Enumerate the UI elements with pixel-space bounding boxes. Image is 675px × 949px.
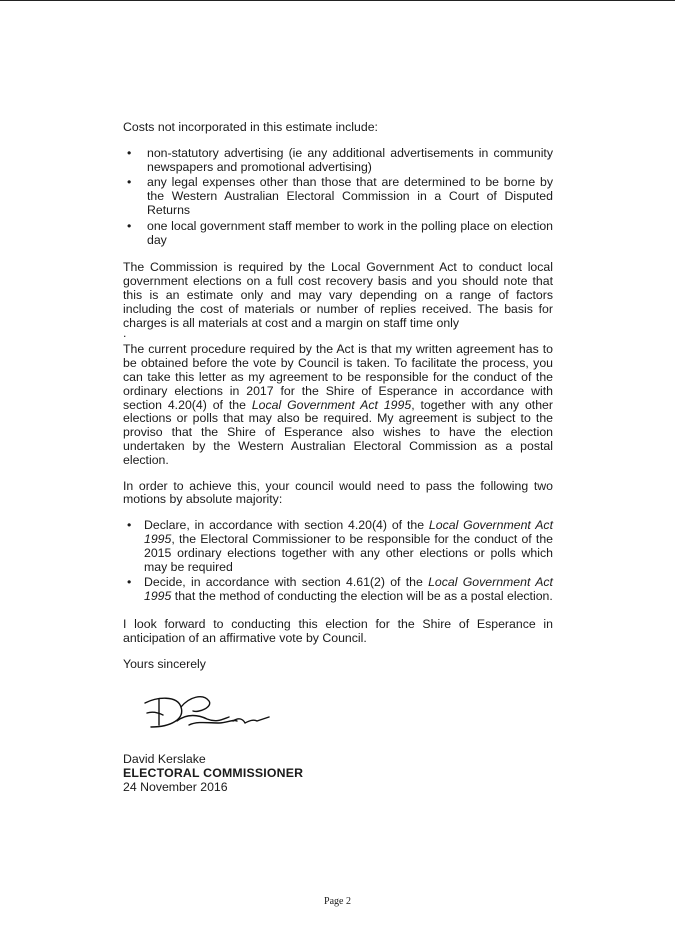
page-number: Page 2 (324, 896, 351, 907)
act-reference: Local Government Act 1995 (144, 575, 553, 604)
list-item: • any legal expenses other than those that are determined to be borne by the Western Australian Electoral Commission in a Court of Disputed Returns (127, 175, 553, 217)
cost-recovery-paragraph: The Commission is required by the Local Government Act to conduct local government elections on a full cost recovery basis and you should note that this is an estimate only and may vary depending on a range of factors including the cost of materials or number of replies received. The basis for charges is all materials at cost and a margin on staff time only (123, 260, 553, 330)
signatory-title: ELECTORAL COMMISSIONER (123, 766, 304, 781)
signatory-name: David Kerslake (123, 752, 206, 767)
costs-intro: Costs not incorporated in this estimate include: (123, 120, 378, 134)
bullet-icon: • (127, 518, 132, 533)
list-item: • Declare, in accordance with section 4.20(4) of the Local Government Act 1995, the Electoral Commissioner to be responsible for the conduct of the 2015 ordinary elections together with any other elections or polls which may be required (127, 518, 553, 574)
bullet-icon: • (127, 575, 132, 590)
letter-date: 24 November 2016 (123, 779, 228, 794)
letter-body (123, 121, 553, 795)
bullet-icon: • (127, 218, 132, 233)
motions-paragraph: In order to achieve this, your council would need to pass the following two motions by absolute majority: (123, 478, 553, 507)
excluded-costs-list (123, 147, 553, 248)
act-reference: Local Government Act 1995 (251, 397, 412, 412)
signature-image (137, 683, 287, 753)
page-top-edge (0, 0, 675, 1)
closing-paragraph: I look forward to conducting this election for the Shire of Esperance in anticipation of an affirmative vote by Council. (123, 616, 553, 645)
salutation: Yours sincerely (123, 656, 206, 671)
stray-mark: . (123, 326, 127, 341)
bullet-icon: • (127, 145, 132, 160)
motions-list (123, 519, 553, 604)
act-reference: Local Government Act 1995 (144, 518, 553, 546)
list-item: • one local government staff member to work in the polling place on election day (127, 218, 553, 247)
signature-scribble (137, 683, 287, 753)
procedure-paragraph: The current procedure required by the Act is that my written agreement has to be obtained before the vote by Council is taken. To facilitate the process, you can take this letter as my agreement to be responsible for the conduct of the ordinary elections in 2017 for the Shire of Esperance in accordance with section 4.20(4) of the Local Government Act 1995, together with any other elections or polls that may also be required. My agreement is subject to the proviso that the Shire of Esperance also wishes to have the election undertaken by the Western Australian Electoral Commission as a postal election. (123, 342, 553, 467)
list-item: • non-statutory advertising (ie any additional advertisements in community newspapers and promotional advertising) (127, 145, 553, 174)
list-item: • Decide, in accordance with section 4.61(2) of the Local Government Act 1995 that the method of conducting the election will be as a postal election. (127, 575, 553, 604)
bullet-icon: • (127, 175, 132, 190)
